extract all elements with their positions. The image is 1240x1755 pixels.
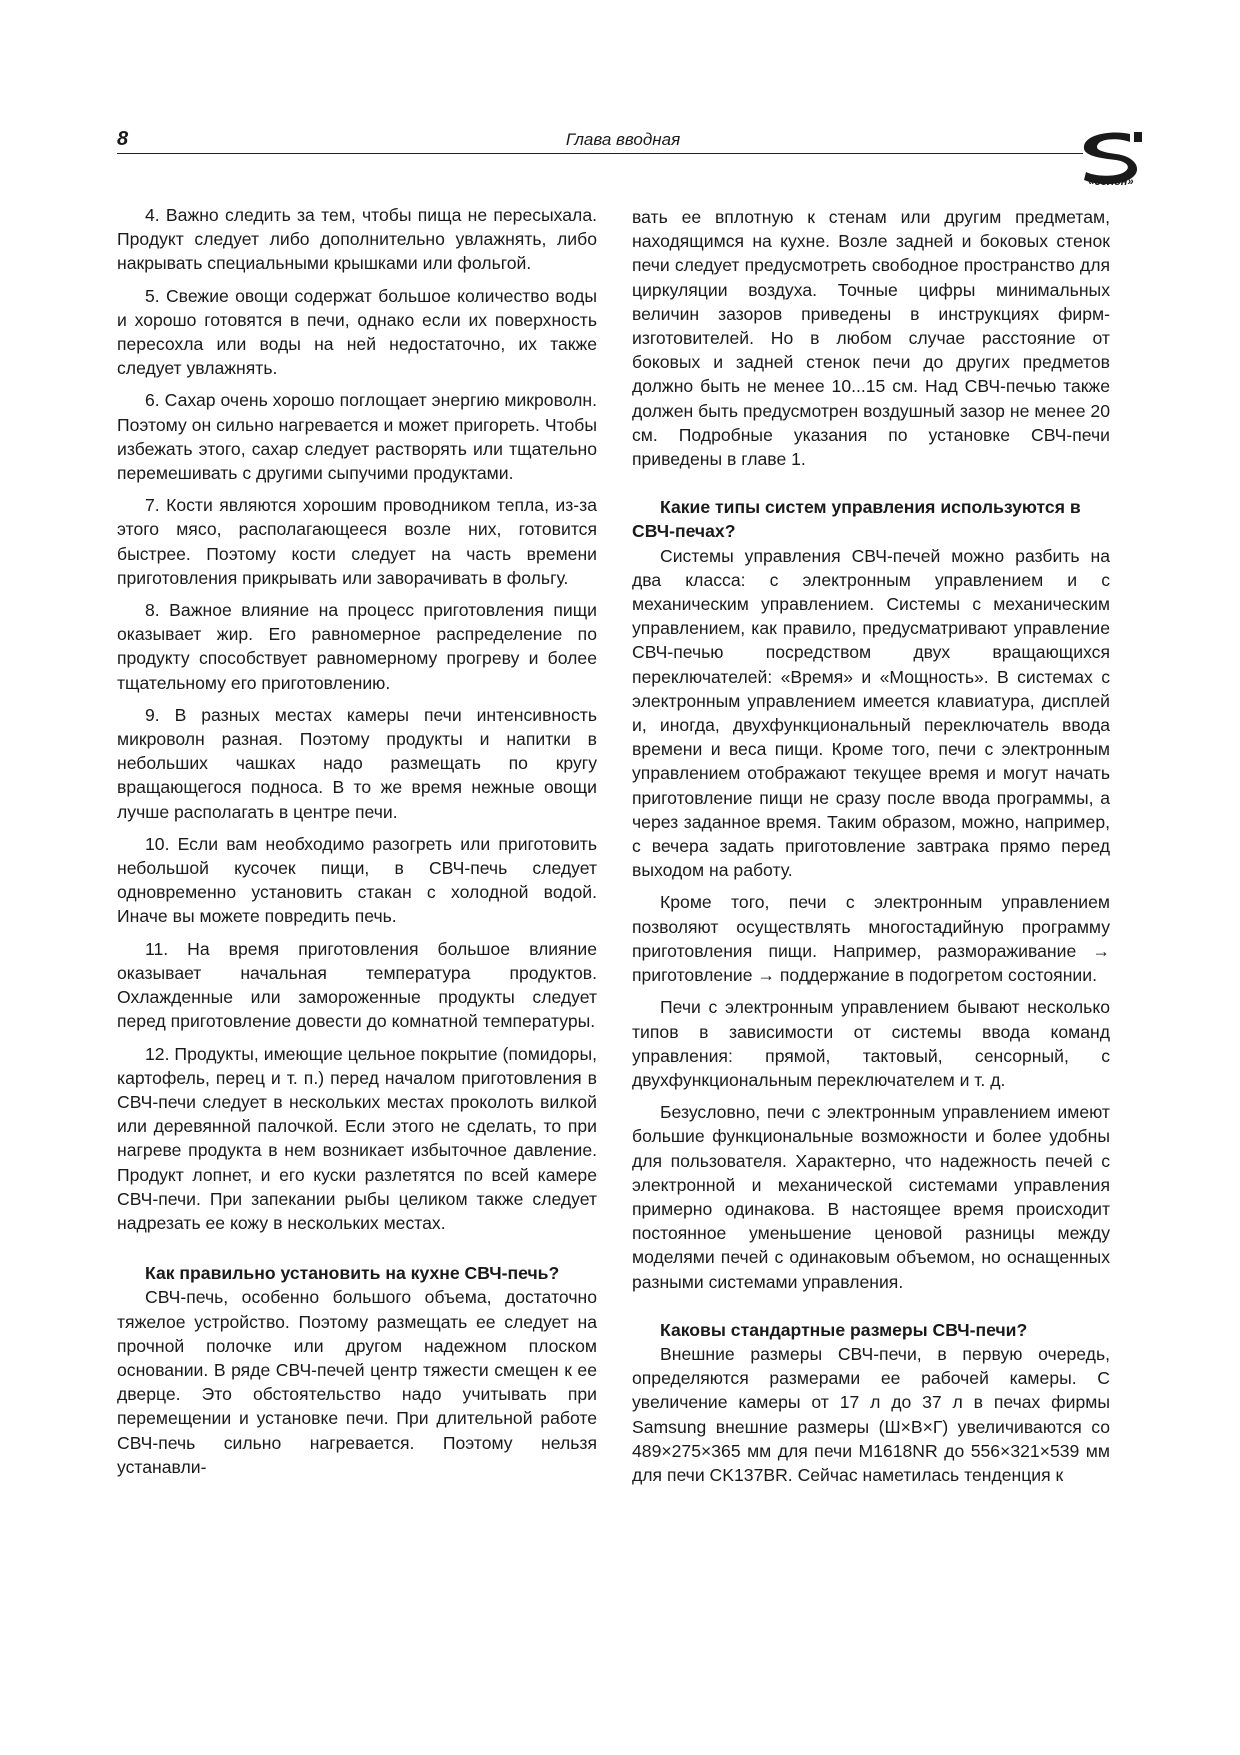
paragraph: Печи с электронным управлением бывают несколько типов в зависимости от системы ввода команд управления: прямой, тактовый, сенсорный, с двухфункциональным переключателем и т. д. (632, 997, 1110, 1090)
paragraph: 12. Продукты, имеющие цельное покрытие (помидоры, картофель, перец и т. п.) перед началом приготовления в СВЧ-печи следует в нескольких местах проколоть вилкой или деревянной палочкой. Если этого не сделать, то при нагреве продукта в нем возникает избыточное давление. Продукт лопнет, и его куски разлетятся по всей камере СВЧ-печи. При запекании рыбы целиком также следует надрезать ее кожу в нескольких местах. (117, 1043, 597, 1233)
section-heading: Как правильно установить на кухне СВЧ-печь? (145, 1263, 560, 1284)
paragraph: 8. Важное влияние на процесс приготовления пищи оказывает жир. Его равномерное распределение по продукту способствует равномерному прогреву и более тщательному его приготовлению. (117, 600, 597, 693)
paragraph: 10. Если вам необходимо разогреть или приготовить небольшой кусочек пищи, в СВЧ-печь следует одновременно установить стакан с холодной водой. Иначе вы можете повредить печь. (117, 833, 597, 927)
page-header (117, 128, 1129, 150)
paragraph: Системы управления СВЧ-печей можно разбить на два класса: с электронным управлением и с механическим управлением. Системы с механическим управлением, как правило, предусматривают управление СВЧ-печью посредством двух вращающихся переключателей: «Время» и «Мощность». В системах с электронным управлением имеется клавиатура, дисплей и, иногда, двухфункциональный переключатель ввода времени и веса пищи. Кроме того, печи с электронным управлением отображают текущее время и могут начать приготовление пищи не сразу после ввода программы, а через заданное время. Таким образом, можно, например, с вечера задать приготовление завтрака прямо перед выходом на работу. (632, 545, 1110, 881)
paragraph: Безусловно, печи с электронным управлением имеют большие функциональные возможности и более удобны для пользователя. Характерно, что надежность печей с электронной и механической системами управления примерно одинакова. В настоящее время происходит постоянное уменьшение ценовой разницы между моделями печей с одинаковым объемом, но оснащенных разными системами управления. (632, 1102, 1110, 1292)
paragraph: Кроме того, печи с электронным управлением позволяют осуществлять многостадийную программу приготовления пищи. Например, размораживание → приготовление → поддержание в подогретом состоянии. (632, 892, 1110, 986)
paragraph: 11. На время приготовления большое влияние оказывает начальная температура продуктов. Охлажденные или замороженные продукты следует перед приготовление довести до комнатной температуры. (117, 938, 597, 1032)
chapter-title: Глава вводная (565, 130, 681, 149)
paragraph: 5. Свежие овощи содержат большое количество воды и хорошо готовятся в печи, однако если их поверхность пересохла или воды на ней недостаточно, их также следует увлажнять. (117, 285, 597, 379)
paragraph: Внешние размеры СВЧ-печи, в первую очередь, определяются размерами ее рабочей камеры. С увеличение камеры от 17 л до 37 л в печах фирмы Samsung внешние размеры (Ш×В×Г) увеличиваются со 489×275×365 мм для печи M1618NR до 556×321×539 мм для печи CK137BR. Сейчас наметилась тенденция к (632, 1343, 1110, 1485)
right-column (632, 205, 1110, 1495)
page-number: 8 (117, 128, 129, 150)
section-heading: Какие типы систем управления используются в СВЧ-печах? (632, 497, 1081, 542)
left-column (117, 203, 597, 1487)
header-rule (117, 153, 1083, 154)
paragraph: 6. Сахар очень хорошо поглощает энергию микроволн. Поэтому он сильно нагревается и может пригореть. Чтобы избежать этого, сахар следует растворять или тщательно перемешивать с другими сыпучими продуктами. (117, 390, 597, 484)
paragraph: 9. В разных местах камеры печи интенсивность микроволн разная. Поэтому продукты и напитки в небольших чашках надо размещать по кругу вращающегося подноса. В то же время нежные овощи лучше располагать в центре печи. (117, 704, 597, 822)
paragraph: вать ее вплотную к стенам или другим предметам, находящимся на кухне. Возле задней и боковых стенок печи следует предусмотреть свободное пространство для циркуляции воздуха. Точные цифры минимальных величин зазоров приведены в инструкциях фирм-изготовителей. Но в любом случае расстояние от боковых и задней стенок печи до других предметов должно быть не менее 10...15 см. Над СВЧ-печью также должен быть предусмотрен воздушный зазор не менее 20 см. Подробные указания по установке СВЧ-печи приведены в главе 1. (632, 207, 1110, 470)
paragraph: 7. Кости являются хорошим проводником тепла, из-за этого мясо, располагающееся возле них, готовится быстрее. Поэтому кости следует на часть времени приготовления прикрывать или заворачивать в фольгу. (117, 495, 597, 588)
paragraph: 4. Важно следить за тем, чтобы пища не пересыхала. Продукт следует либо дополнительно увлажнять, либо накрывать специальными крышками или фольгой. (117, 205, 597, 274)
paragraph: СВЧ-печь, особенно большого объема, достаточно тяжелое устройство. Поэтому размещать ее следует на прочной полочке или другом надежном плоском основании. В ряде СВЧ-печей центр тяжести смещен к ее дверце. Это обстоятельство надо учитывать при перемещении и установке печи. При длительной работе СВЧ-печь сильно нагревается. Поэтому нельзя устанавли- (117, 1287, 597, 1477)
section-heading: Каковы стандартные размеры СВЧ-печи? (660, 1319, 1028, 1340)
logo-text: «солон» (1088, 176, 1134, 188)
